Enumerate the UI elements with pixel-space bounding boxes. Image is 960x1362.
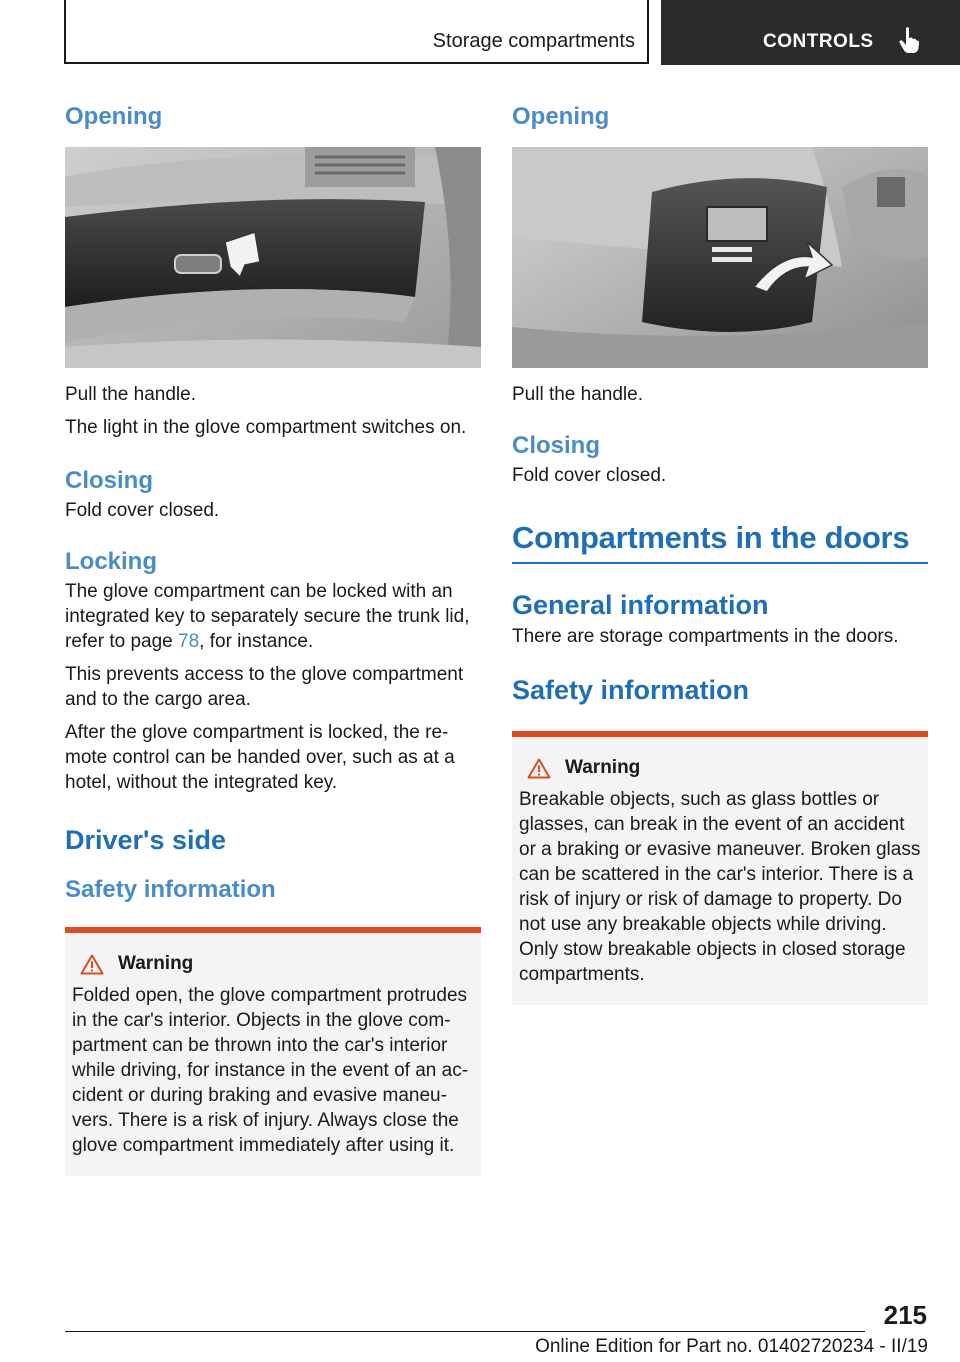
drivers-side-heading: Driver's side [65,825,227,855]
warning-triangle-icon [80,954,104,975]
page-reference-link[interactable]: 78 [178,631,200,652]
warning-header [72,953,474,975]
locking-paragraph-2: This prevents access to the glove compartment and to the cargo area. [65,664,464,710]
opening-heading: Opening [512,103,610,130]
hand-pointer-icon [897,26,921,54]
warning-title: Warning [118,953,194,974]
glove-compartment-photo [512,147,928,368]
header-chapter-label: CONTROLS [763,31,874,52]
warning-header [519,757,921,779]
closing-instruction: Fold cover closed. [65,500,220,521]
opening-instruction: Pull the handle. [512,384,643,405]
safety-information-heading: Safety information [512,675,750,705]
warning-title: Warning [565,757,641,778]
opening-light-note: The light in the glove compartment switches on. [65,417,467,438]
right-column [512,100,928,1005]
locking-text-a: The glove compartment can be locked with an integrated key to separately secure the trunk lid, refer to page [65,581,470,652]
page-number: 215 [883,1300,927,1330]
glove-compartment-photo [65,147,481,368]
header-chapter-box [661,0,960,65]
opening-heading: Opening [65,103,163,130]
locking-text-b: , for instance. [199,631,314,652]
left-column [65,100,481,1176]
warning-text: Breakable objects, such as glass bottles or glasses, can break in the event of an accident or a braking or evasive maneuver. Broken glass can be scattered in the car's interior. There is a risk of injury or risk of damage to property. Do not use any breakable objects while driving. Only stow breakable objects in closed storage compartments. [519,789,921,985]
opening-instruction: Pull the handle. [65,384,196,405]
header-section-box [64,0,649,64]
general-information-text: There are storage compartments in the doors. [512,626,899,647]
closing-heading: Closing [512,432,600,459]
warning-box [65,927,481,1176]
warning-triangle-icon [527,758,551,779]
chapter-heading: Compartments in the doors [512,518,928,564]
warning-text: Folded open, the glove compartment protrudes in the car's interior. Objects in the glove compartment can be thrown into the car's interior while driving, for instance in the event of an accident or during braking and evasive maneuvers. There is a risk of injury. Always close the glove compartment immediately after using it. [72,985,469,1156]
closing-instruction: Fold cover closed. [512,465,667,486]
closing-heading: Closing [65,467,153,494]
header-section-label: Storage compartments [432,30,635,52]
safety-information-heading: Safety information [65,876,276,903]
footer-edition: Online Edition for Part no. 01402720234 - II/19 [535,1336,928,1357]
general-information-heading: General information [512,590,769,620]
locking-heading: Locking [65,548,158,575]
locking-paragraph-3: After the glove compartment is locked, the remote control can be handed over, such as at a hotel, without the integrated key. [65,722,455,793]
page-header [0,0,960,66]
warning-box [512,731,928,1005]
locking-paragraph-1 [65,579,481,654]
footer-divider [65,1331,865,1332]
